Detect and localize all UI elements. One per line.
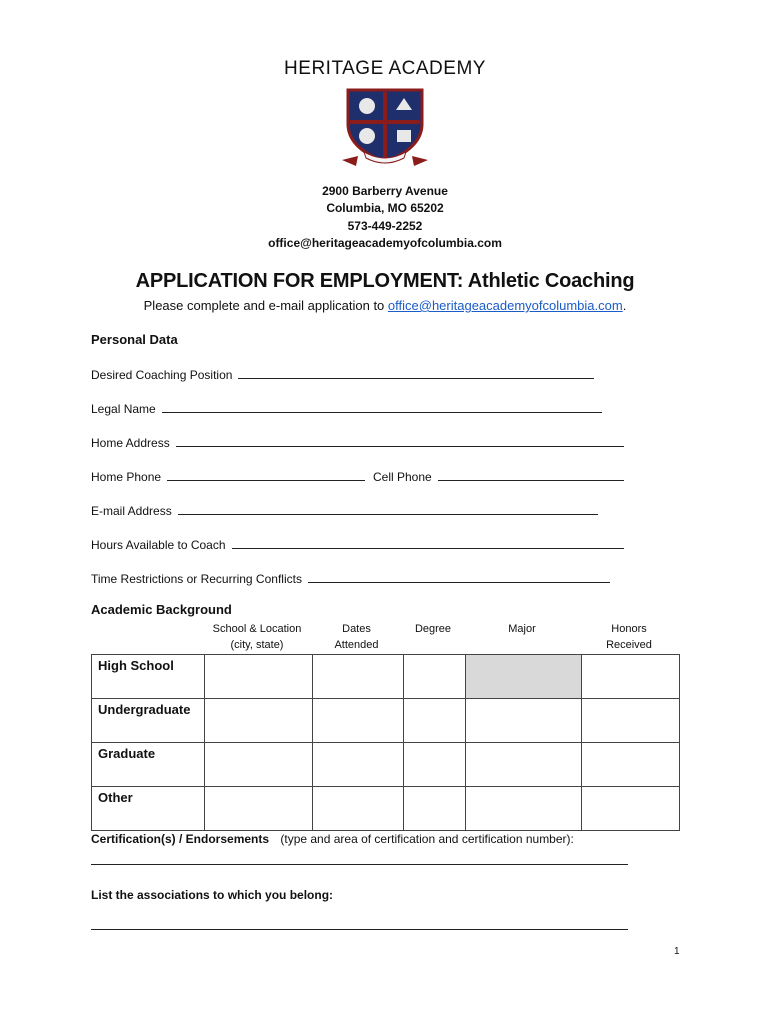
home-phone-input[interactable] (167, 469, 365, 481)
cell-dates[interactable] (313, 787, 404, 831)
cell-major[interactable] (466, 787, 582, 831)
home-phone-label: Home Phone (91, 470, 162, 484)
column-header-dates (311, 621, 402, 653)
column-header-dates-line2: Attended (334, 639, 379, 651)
cell-dates[interactable] (313, 699, 404, 743)
cell-major-shaded (466, 655, 582, 699)
cell-honors[interactable] (582, 699, 680, 743)
school-crest-logo (338, 84, 432, 170)
instructions-text: Please complete and e-mail application to (143, 298, 388, 313)
academic-background-table (91, 654, 680, 831)
row-label-graduate: Graduate (92, 743, 205, 787)
cell-school[interactable] (205, 787, 313, 831)
certification-input[interactable] (91, 852, 628, 865)
table-row-high-school (92, 655, 680, 699)
hours-available-field (91, 537, 624, 552)
table-row-undergraduate (92, 699, 680, 743)
home-phone-field (91, 469, 365, 484)
cell-degree[interactable] (404, 743, 466, 787)
table-row-other (92, 787, 680, 831)
column-header-school (203, 621, 311, 653)
cell-dates[interactable] (313, 655, 404, 699)
column-header-degree-line1: Degree (414, 623, 452, 635)
column-header-honors-line1: Honors (611, 623, 647, 635)
home-address-field (91, 435, 624, 450)
cell-honors[interactable] (582, 743, 680, 787)
certification-field (91, 832, 574, 846)
address-city: Columbia, MO 65202 (326, 201, 444, 215)
time-restrictions-label: Time Restrictions or Recurring Conflicts (91, 572, 302, 586)
hours-available-input[interactable] (232, 537, 624, 549)
cell-phone-field (373, 469, 624, 484)
address-email: office@heritageacademyofcolumbia.com (268, 236, 502, 250)
address-street: 2900 Barberry Avenue (322, 184, 448, 198)
cell-school[interactable] (205, 699, 313, 743)
column-header-major (464, 621, 580, 637)
cell-phone-label: Cell Phone (373, 470, 432, 484)
cell-major[interactable] (466, 699, 582, 743)
office-email-link[interactable]: office@heritageacademyofcolumbia.com (387, 298, 623, 313)
desired-position-input[interactable] (238, 367, 594, 379)
certification-note: (type and area of certification and certification number): (280, 832, 574, 846)
page-number: 1 (674, 946, 680, 957)
associations-label: List the associations to which you belong: (91, 888, 334, 902)
column-header-honors-line2: Received (606, 639, 652, 651)
column-header-school-line2: (city, state) (230, 639, 284, 651)
email-address-input[interactable] (178, 503, 598, 515)
table-row-graduate (92, 743, 680, 787)
home-address-input[interactable] (176, 435, 624, 447)
cell-phone-input[interactable] (438, 469, 624, 481)
home-address-label: Home Address (91, 436, 170, 450)
desired-position-field (91, 367, 594, 382)
time-restrictions-input[interactable] (308, 571, 610, 583)
hours-available-label: Hours Available to Coach (91, 538, 226, 552)
page-title: APPLICATION FOR EMPLOYMENT: Athletic Coaching (135, 270, 635, 292)
legal-name-input[interactable] (162, 401, 602, 413)
cell-school[interactable] (205, 743, 313, 787)
time-restrictions-field (91, 571, 610, 586)
row-label-high-school: High School (92, 655, 205, 699)
column-header-school-line1: School & Location (212, 623, 302, 635)
cell-major[interactable] (466, 743, 582, 787)
instructions-period: . (622, 298, 627, 313)
cell-honors[interactable] (582, 655, 680, 699)
personal-data-heading: Personal Data (91, 332, 178, 347)
row-label-undergraduate: Undergraduate (92, 699, 205, 743)
legal-name-label: Legal Name (91, 402, 156, 416)
column-header-major-line1: Major (508, 623, 536, 635)
associations-input[interactable] (91, 917, 628, 930)
desired-position-label: Desired Coaching Position (91, 368, 233, 382)
academic-background-heading: Academic Background (91, 602, 232, 617)
cell-honors[interactable] (582, 787, 680, 831)
column-header-degree (402, 621, 464, 637)
column-header-dates-line1: Dates (342, 623, 371, 635)
certification-label: Certification(s) / Endorsements (91, 832, 270, 846)
cell-degree[interactable] (404, 699, 466, 743)
legal-name-field (91, 401, 602, 416)
email-address-label: E-mail Address (91, 504, 172, 518)
column-header-honors (580, 621, 678, 653)
school-name: HERITAGE ACADEMY (284, 58, 486, 79)
row-label-other: Other (92, 787, 205, 831)
instructions (0, 298, 770, 313)
cell-school[interactable] (205, 655, 313, 699)
cell-degree[interactable] (404, 655, 466, 699)
email-address-field (91, 503, 598, 518)
address-phone: 573-449-2252 (347, 219, 423, 233)
cell-dates[interactable] (313, 743, 404, 787)
cell-degree[interactable] (404, 787, 466, 831)
